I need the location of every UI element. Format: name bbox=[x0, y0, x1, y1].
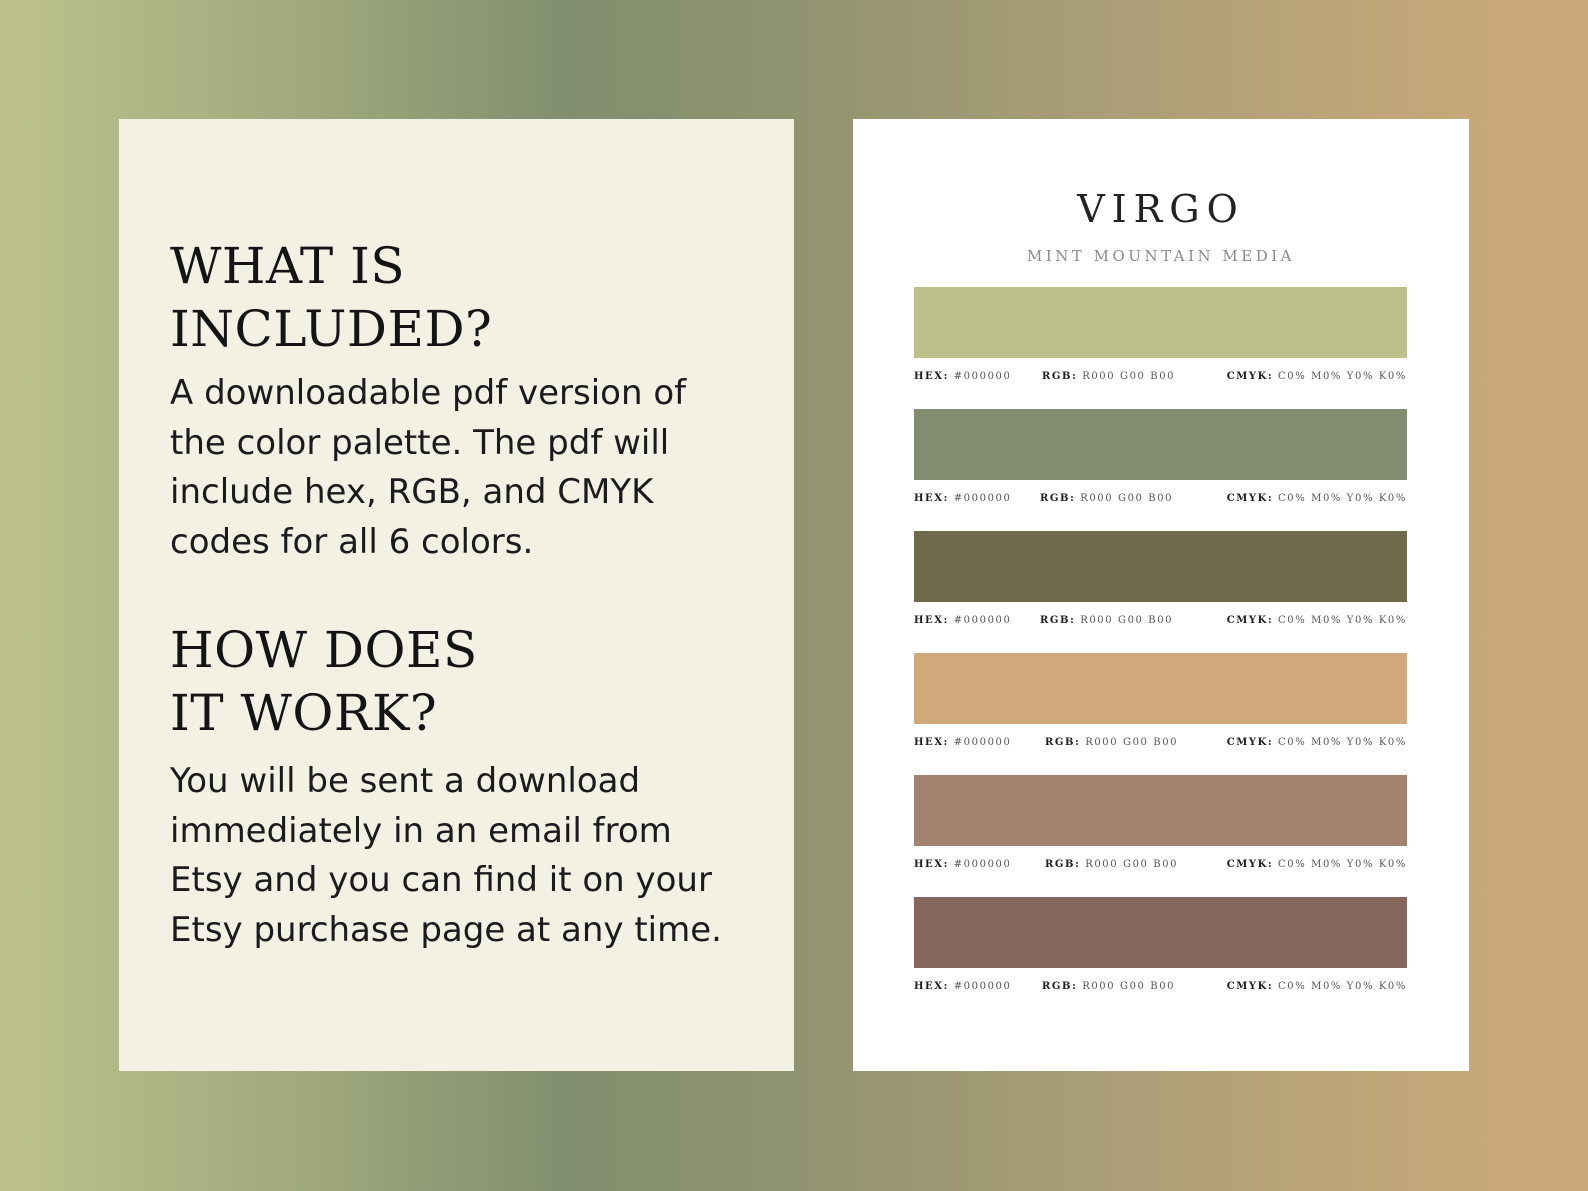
included-heading bbox=[170, 235, 492, 361]
cmyk-code-value: C0% M0% Y0% K0% bbox=[1278, 737, 1407, 748]
hex-code-label: HEX: bbox=[914, 981, 949, 992]
hex-code-value: #000000 bbox=[953, 859, 1012, 870]
body-line: You will be sent a download bbox=[170, 761, 641, 801]
rgb-code-value: R000 G00 B00 bbox=[1082, 981, 1176, 992]
rgb-code-label: RGB: bbox=[1045, 859, 1081, 870]
cmyk-code-label: CMYK: bbox=[1226, 859, 1274, 870]
body-line: Etsy and you can find it on your bbox=[170, 860, 712, 900]
color-swatch bbox=[914, 653, 1407, 724]
cmyk-code bbox=[1227, 981, 1407, 992]
body-line: include hex, RGB, and CMYK bbox=[170, 472, 654, 512]
cmyk-code bbox=[1227, 371, 1407, 382]
rgb-code-label: RGB: bbox=[1040, 615, 1076, 626]
hex-code-label: HEX: bbox=[914, 859, 949, 870]
hex-code-label: HEX: bbox=[914, 371, 949, 382]
color-swatch bbox=[914, 287, 1407, 358]
how-heading bbox=[170, 619, 478, 745]
hex-code-label: HEX: bbox=[914, 615, 949, 626]
how-description bbox=[170, 757, 770, 955]
cmyk-code bbox=[1227, 737, 1407, 748]
hex-code-value: #000000 bbox=[953, 737, 1012, 748]
rgb-code-label: RGB: bbox=[1040, 493, 1076, 504]
swatch-row bbox=[914, 653, 1407, 753]
cmyk-code bbox=[1227, 493, 1407, 504]
cmyk-code-value: C0% M0% Y0% K0% bbox=[1278, 371, 1407, 382]
rgb-code-label: RGB: bbox=[1042, 981, 1078, 992]
color-swatch bbox=[914, 897, 1407, 968]
rgb-code-value: R000 G00 B00 bbox=[1085, 859, 1179, 870]
rgb-code bbox=[1045, 737, 1178, 748]
swatch-row bbox=[914, 287, 1407, 387]
rgb-code bbox=[1045, 859, 1178, 870]
cmyk-code bbox=[1227, 859, 1407, 870]
rgb-code-value: R000 G00 B00 bbox=[1082, 371, 1176, 382]
color-swatch bbox=[914, 531, 1407, 602]
rgb-code-label: RGB: bbox=[1042, 371, 1078, 382]
swatch-row bbox=[914, 409, 1407, 509]
included-description bbox=[170, 369, 770, 567]
heading-line: IT WORK? bbox=[170, 684, 438, 742]
body-line: A downloadable pdf version of bbox=[170, 373, 687, 413]
cmyk-code-value: C0% M0% Y0% K0% bbox=[1278, 981, 1407, 992]
swatch-row bbox=[914, 775, 1407, 875]
heading-line: INCLUDED? bbox=[170, 300, 493, 358]
color-swatch bbox=[914, 409, 1407, 480]
palette-title: VIRGO bbox=[1077, 187, 1245, 231]
rgb-code bbox=[1040, 615, 1173, 626]
palette-card bbox=[853, 119, 1469, 1071]
rgb-code bbox=[1042, 371, 1175, 382]
rgb-code-value: R000 G00 B00 bbox=[1080, 615, 1174, 626]
color-swatch bbox=[914, 775, 1407, 846]
rgb-code bbox=[1042, 981, 1175, 992]
cmyk-code-value: C0% M0% Y0% K0% bbox=[1278, 493, 1407, 504]
cmyk-code-label: CMYK: bbox=[1226, 371, 1274, 382]
hex-code-value: #000000 bbox=[953, 615, 1012, 626]
hex-code bbox=[914, 371, 1011, 382]
cmyk-code-label: CMYK: bbox=[1226, 493, 1274, 504]
cmyk-code bbox=[1227, 615, 1407, 626]
rgb-code-value: R000 G00 B00 bbox=[1085, 737, 1179, 748]
hex-code bbox=[914, 981, 1011, 992]
hex-code-label: HEX: bbox=[914, 737, 949, 748]
cmyk-code-value: C0% M0% Y0% K0% bbox=[1278, 615, 1407, 626]
heading-line: WHAT IS bbox=[170, 237, 406, 295]
cmyk-code-value: C0% M0% Y0% K0% bbox=[1278, 859, 1407, 870]
swatch-row bbox=[914, 531, 1407, 631]
hex-code bbox=[914, 737, 1011, 748]
body-line: Etsy purchase page at any time. bbox=[170, 909, 722, 950]
rgb-code-value: R000 G00 B00 bbox=[1080, 493, 1174, 504]
body-line: codes for all 6 colors. bbox=[170, 521, 534, 562]
cmyk-code-label: CMYK: bbox=[1226, 981, 1274, 992]
hex-code-value: #000000 bbox=[953, 371, 1012, 382]
cmyk-code-label: CMYK: bbox=[1226, 615, 1274, 626]
palette-subtitle: MINT MOUNTAIN MEDIA bbox=[1026, 247, 1296, 265]
heading-line: HOW DOES bbox=[170, 621, 478, 679]
hex-code-value: #000000 bbox=[953, 981, 1012, 992]
hex-code bbox=[914, 493, 1011, 504]
swatch-row bbox=[914, 897, 1407, 997]
info-card bbox=[119, 119, 794, 1071]
hex-code bbox=[914, 615, 1011, 626]
rgb-code bbox=[1040, 493, 1173, 504]
hex-code-value: #000000 bbox=[953, 493, 1012, 504]
body-line: immediately in an email from bbox=[170, 810, 672, 851]
hex-code-label: HEX: bbox=[914, 493, 949, 504]
hex-code bbox=[914, 859, 1011, 870]
rgb-code-label: RGB: bbox=[1045, 737, 1081, 748]
cmyk-code-label: CMYK: bbox=[1226, 737, 1274, 748]
body-line: the color palette. The pdf will bbox=[170, 422, 670, 463]
